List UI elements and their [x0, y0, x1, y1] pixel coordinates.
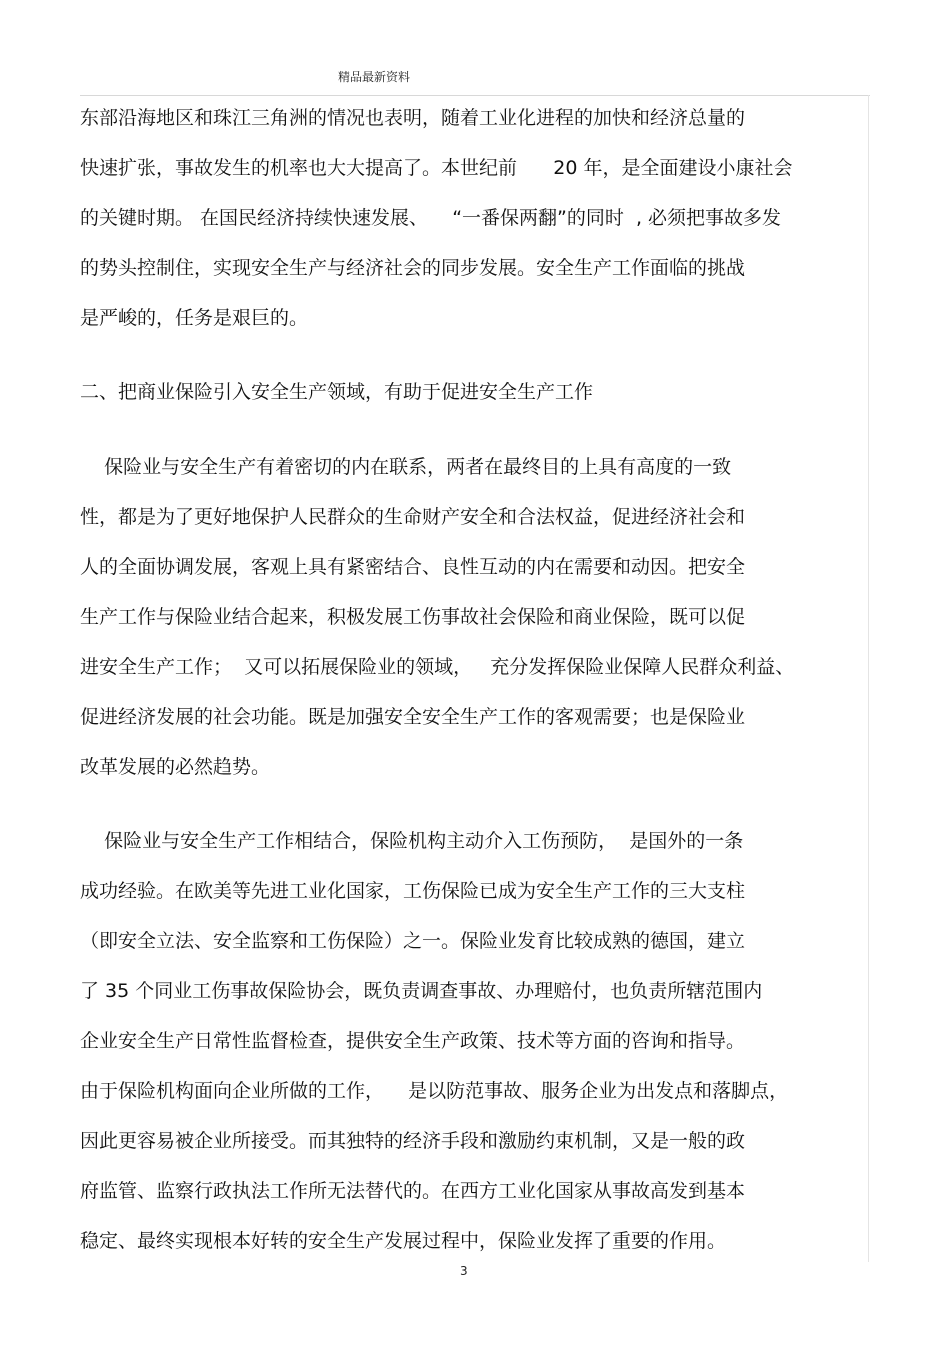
text-line: 企业安全生产日常性监督检查，提供安全生产政策、技术等方面的咨询和指导。 [80, 1030, 746, 1052]
text-line: 保险业与安全生产有着密切的内在联系，两者在最终目的上具有高度的一致 [80, 456, 732, 478]
text-line: 保险业与安全生产工作相结合，保险机构主动介入工伤预防， 是国外的一条 [80, 830, 744, 852]
section-heading [80, 367, 870, 417]
paragraph-insurance-link [80, 442, 870, 792]
paragraph-accident-trend [80, 93, 870, 343]
text-line: 生产工作与保险业结合起来，积极发展工伤事故社会保险和商业保险，既可以促 [80, 606, 746, 628]
text-line: 了 35 个同业工伤事故保险协会，既负责调查事故、办理赔付，也负责所辖范围内 [80, 980, 763, 1002]
text-line: 府监管、监察行政执法工作所无法替代的。在西方工业化国家从事故高发到基本 [80, 1180, 746, 1202]
text-line: 由于保险机构面向企业所做的工作， 是以防范事故、服务企业为出发点和落脚点， [80, 1080, 789, 1102]
text-line: 东部沿海地区和珠江三角洲的情况也表明，随着工业化进程的加快和经济总量的 [80, 107, 746, 129]
text-line: 促进经济发展的社会功能。既是加强安全安全生产工作的客观需要；也是保险业 [80, 706, 746, 728]
text-line: 的势头控制住，实现安全生产与经济社会的同步发展。安全生产工作面临的挑战 [80, 257, 746, 279]
text-line: 是严峻的，任务是艰巨的。 [80, 307, 309, 329]
paragraph-foreign-experience [80, 816, 870, 1266]
page-header: 精品最新资料 [338, 70, 411, 84]
section-heading-text: 二、把商业保险引入安全生产领域，有助于促进安全生产工作 [80, 381, 594, 403]
text-line: 改革发展的必然趋势。 [80, 756, 271, 778]
text-line: 因此更容易被企业所接受。而其独特的经济手段和激励约束机制，又是一般的政 [80, 1130, 746, 1152]
text-line: （即安全立法、安全监察和工伤保险）之一。保险业发育比较成熟的德国，建立 [80, 930, 746, 952]
text-line: 快速扩张，事故发生的机率也大大提高了。本世纪前 20 年，是全面建设小康社会 [80, 157, 793, 179]
text-line: 稳定、最终实现根本好转的安全生产发展过程中，保险业发挥了重要的作用。 [80, 1230, 727, 1252]
text-line: 的关键时期。 在国民经济持续快速发展、 “一番保两翻”的同时 , 必须把事故多发 [80, 207, 782, 229]
text-line: 进安全生产工作； 又可以拓展保险业的领域， 充分发挥保险业保障人民群众利益、 [80, 656, 795, 678]
page-number: 3 [460, 1264, 468, 1278]
text-line: 成功经验。在欧美等先进工业化国家，工伤保险已成为安全生产工作的三大支柱 [80, 880, 746, 902]
text-line: 性，都是为了更好地保护人民群众的生命财产安全和合法权益，促进经济社会和 [80, 506, 746, 528]
text-line: 人的全面协调发展，客观上具有紧密结合、良性互动的内在需要和动因。把安全 [80, 556, 746, 578]
